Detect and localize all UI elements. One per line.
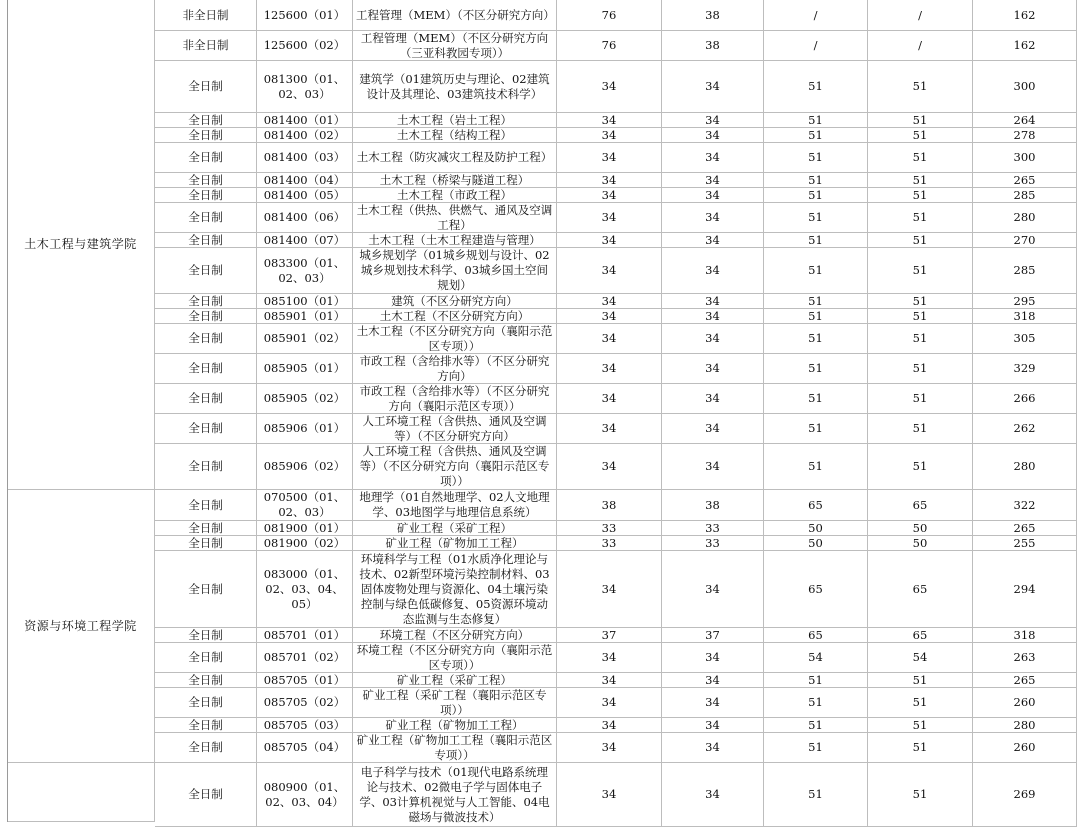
study-mode-cell: 全日制 bbox=[155, 490, 257, 521]
subject2-score-cell: 51 bbox=[868, 203, 973, 233]
program-code-cell: 081400（07） bbox=[257, 233, 353, 248]
total-score-cell: 280 bbox=[973, 718, 1077, 733]
politics-score-cell: 34 bbox=[557, 551, 662, 628]
study-mode-cell: 全日制 bbox=[155, 688, 257, 718]
subject2-score-cell: 65 bbox=[868, 490, 973, 521]
program-code-cell: 081400（03） bbox=[257, 143, 353, 173]
language-score-cell: 34 bbox=[662, 673, 764, 688]
study-mode-cell: 全日制 bbox=[155, 414, 257, 444]
research-direction-cell: 工程管理（MEM）（不区分研究方向） bbox=[353, 0, 557, 31]
subject1-score-cell: 51 bbox=[764, 309, 868, 324]
subject2-score-cell: 51 bbox=[868, 294, 973, 309]
total-score-cell: 285 bbox=[973, 188, 1077, 203]
politics-score-cell: 34 bbox=[557, 294, 662, 309]
subject2-score-cell: 50 bbox=[868, 521, 973, 536]
subject2-score-cell: 65 bbox=[868, 628, 973, 643]
language-score-cell: 38 bbox=[662, 0, 764, 31]
subject1-score-cell: 51 bbox=[764, 763, 868, 827]
subject2-score-cell: 54 bbox=[868, 643, 973, 673]
total-score-cell: 265 bbox=[973, 521, 1077, 536]
total-score-cell: 265 bbox=[973, 173, 1077, 188]
total-score-cell: 329 bbox=[973, 354, 1077, 384]
program-code-cell: 125600（01） bbox=[257, 0, 353, 31]
program-code-cell: 081400（06） bbox=[257, 203, 353, 233]
subject1-score-cell: 51 bbox=[764, 354, 868, 384]
program-code-cell: 085906（02） bbox=[257, 444, 353, 490]
study-mode-cell: 全日制 bbox=[155, 143, 257, 173]
language-score-cell: 38 bbox=[662, 490, 764, 521]
language-score-cell: 34 bbox=[662, 354, 764, 384]
program-code-cell: 081400（05） bbox=[257, 188, 353, 203]
language-score-cell: 34 bbox=[662, 763, 764, 827]
research-direction-cell: 土木工程（桥梁与隧道工程） bbox=[353, 173, 557, 188]
language-score-cell: 34 bbox=[662, 203, 764, 233]
research-direction-cell: 城乡规划学（01城乡规划与设计、02城乡规划技术科学、03城乡国土空间规划） bbox=[353, 248, 557, 294]
research-direction-cell: 矿业工程（矿物加工工程（襄阳示范区专项）） bbox=[353, 733, 557, 763]
total-score-cell: 285 bbox=[973, 248, 1077, 294]
total-score-cell: 266 bbox=[973, 384, 1077, 414]
subject1-score-cell: 51 bbox=[764, 113, 868, 128]
subject1-score-cell: 51 bbox=[764, 248, 868, 294]
program-code-cell: 085100（01） bbox=[257, 294, 353, 309]
research-direction-cell: 人工环境工程（含供热、通风及空调等）（不区分研究方向（襄阳示范区专项）） bbox=[353, 444, 557, 490]
college-name-cell: 资源与环境工程学院 bbox=[7, 490, 155, 763]
program-code-cell: 083300（01、02、03） bbox=[257, 248, 353, 294]
program-code-cell: 083000（01、02、03、04、05） bbox=[257, 551, 353, 628]
language-score-cell: 34 bbox=[662, 551, 764, 628]
politics-score-cell: 34 bbox=[557, 414, 662, 444]
study-mode-cell: 全日制 bbox=[155, 324, 257, 354]
politics-score-cell: 34 bbox=[557, 763, 662, 827]
politics-score-cell: 34 bbox=[557, 203, 662, 233]
study-mode-cell: 全日制 bbox=[155, 248, 257, 294]
politics-score-cell: 34 bbox=[557, 718, 662, 733]
language-score-cell: 34 bbox=[662, 248, 764, 294]
politics-score-cell: 34 bbox=[557, 128, 662, 143]
subject1-score-cell: 51 bbox=[764, 188, 868, 203]
study-mode-cell: 非全日制 bbox=[155, 0, 257, 31]
language-score-cell: 34 bbox=[662, 113, 764, 128]
study-mode-cell: 全日制 bbox=[155, 173, 257, 188]
subject1-score-cell: 51 bbox=[764, 143, 868, 173]
politics-score-cell: 34 bbox=[557, 324, 662, 354]
subject2-score-cell: 51 bbox=[868, 188, 973, 203]
study-mode-cell: 全日制 bbox=[155, 551, 257, 628]
research-direction-cell: 工程管理（MEM）（不区分研究方向（三亚科教园专项）） bbox=[353, 31, 557, 61]
total-score-cell: 269 bbox=[973, 763, 1077, 827]
total-score-cell: 255 bbox=[973, 536, 1077, 551]
subject2-score-cell: 51 bbox=[868, 128, 973, 143]
research-direction-cell: 市政工程（含给排水等）（不区分研究方向） bbox=[353, 354, 557, 384]
subject2-score-cell: 51 bbox=[868, 733, 973, 763]
language-score-cell: 37 bbox=[662, 628, 764, 643]
politics-score-cell: 76 bbox=[557, 0, 662, 31]
subject1-score-cell: 51 bbox=[764, 233, 868, 248]
language-score-cell: 33 bbox=[662, 521, 764, 536]
politics-score-cell: 76 bbox=[557, 31, 662, 61]
research-direction-cell: 土木工程（不区分研究方向（襄阳示范区专项）） bbox=[353, 324, 557, 354]
college-name-cell bbox=[7, 763, 155, 822]
language-score-cell: 33 bbox=[662, 536, 764, 551]
study-mode-cell: 全日制 bbox=[155, 763, 257, 827]
study-mode-cell: 全日制 bbox=[155, 643, 257, 673]
subject1-score-cell: 50 bbox=[764, 521, 868, 536]
language-score-cell: 34 bbox=[662, 309, 764, 324]
study-mode-cell: 全日制 bbox=[155, 188, 257, 203]
total-score-cell: 262 bbox=[973, 414, 1077, 444]
research-direction-cell: 环境科学与工程（01水质净化理论与技术、02新型环境污染控制材料、03固体废物处理与资源化、04土壤污染控制与绿色低碳修复、05资源环境动态监测与生态修复） bbox=[353, 551, 557, 628]
research-direction-cell: 电子科学与技术（01现代电路系统理论与技术、02微电子学与固体电子学、03计算机视觉与人工智能、04电磁场与微波技术） bbox=[353, 763, 557, 827]
research-direction-cell: 建筑（不区分研究方向） bbox=[353, 294, 557, 309]
research-direction-cell: 土木工程（供热、供燃气、通风及空调工程） bbox=[353, 203, 557, 233]
language-score-cell: 34 bbox=[662, 718, 764, 733]
research-direction-cell: 土木工程（结构工程） bbox=[353, 128, 557, 143]
subject2-score-cell: / bbox=[868, 0, 973, 31]
program-code-cell: 081900（01） bbox=[257, 521, 353, 536]
language-score-cell: 38 bbox=[662, 31, 764, 61]
study-mode-cell: 全日制 bbox=[155, 354, 257, 384]
politics-score-cell: 38 bbox=[557, 490, 662, 521]
research-direction-cell: 环境工程（不区分研究方向（襄阳示范区专项）） bbox=[353, 643, 557, 673]
study-mode-cell: 全日制 bbox=[155, 521, 257, 536]
total-score-cell: 162 bbox=[973, 0, 1077, 31]
research-direction-cell: 土木工程（土木工程建造与管理） bbox=[353, 233, 557, 248]
program-code-cell: 070500（01、02、03） bbox=[257, 490, 353, 521]
study-mode-cell: 全日制 bbox=[155, 294, 257, 309]
program-code-cell: 085705（03） bbox=[257, 718, 353, 733]
politics-score-cell: 34 bbox=[557, 384, 662, 414]
research-direction-cell: 环境工程（不区分研究方向） bbox=[353, 628, 557, 643]
subject1-score-cell: 51 bbox=[764, 294, 868, 309]
language-score-cell: 34 bbox=[662, 444, 764, 490]
total-score-cell: 318 bbox=[973, 309, 1077, 324]
language-score-cell: 34 bbox=[662, 294, 764, 309]
subject1-score-cell: 51 bbox=[764, 673, 868, 688]
study-mode-cell: 全日制 bbox=[155, 444, 257, 490]
subject1-score-cell: 65 bbox=[764, 628, 868, 643]
study-mode-cell: 全日制 bbox=[155, 718, 257, 733]
study-mode-cell: 全日制 bbox=[155, 673, 257, 688]
politics-score-cell: 34 bbox=[557, 673, 662, 688]
total-score-cell: 280 bbox=[973, 203, 1077, 233]
subject1-score-cell: 50 bbox=[764, 536, 868, 551]
program-code-cell: 085905（02） bbox=[257, 384, 353, 414]
politics-score-cell: 34 bbox=[557, 188, 662, 203]
total-score-cell: 264 bbox=[973, 113, 1077, 128]
subject1-score-cell: 65 bbox=[764, 551, 868, 628]
research-direction-cell: 土木工程（防灾减灾工程及防护工程） bbox=[353, 143, 557, 173]
politics-score-cell: 34 bbox=[557, 173, 662, 188]
politics-score-cell: 34 bbox=[557, 248, 662, 294]
subject2-score-cell: 51 bbox=[868, 414, 973, 444]
politics-score-cell: 34 bbox=[557, 444, 662, 490]
total-score-cell: 305 bbox=[973, 324, 1077, 354]
subject2-score-cell: 51 bbox=[868, 718, 973, 733]
study-mode-cell: 全日制 bbox=[155, 733, 257, 763]
subject2-score-cell: 51 bbox=[868, 309, 973, 324]
subject1-score-cell: 51 bbox=[764, 384, 868, 414]
subject1-score-cell: 51 bbox=[764, 414, 868, 444]
subject1-score-cell: 51 bbox=[764, 128, 868, 143]
total-score-cell: 270 bbox=[973, 233, 1077, 248]
program-code-cell: 081400（04） bbox=[257, 173, 353, 188]
subject1-score-cell: 51 bbox=[764, 203, 868, 233]
research-direction-cell: 土木工程（岩土工程） bbox=[353, 113, 557, 128]
program-code-cell: 080900（01、02、03、04） bbox=[257, 763, 353, 827]
study-mode-cell: 全日制 bbox=[155, 61, 257, 113]
program-code-cell: 085905（01） bbox=[257, 354, 353, 384]
subject1-score-cell: 51 bbox=[764, 324, 868, 354]
program-code-cell: 085701（01） bbox=[257, 628, 353, 643]
politics-score-cell: 33 bbox=[557, 536, 662, 551]
study-mode-cell: 全日制 bbox=[155, 384, 257, 414]
research-direction-cell: 矿业工程（矿物加工工程） bbox=[353, 536, 557, 551]
subject1-score-cell: 65 bbox=[764, 490, 868, 521]
total-score-cell: 260 bbox=[973, 688, 1077, 718]
politics-score-cell: 34 bbox=[557, 309, 662, 324]
subject2-score-cell: 51 bbox=[868, 384, 973, 414]
language-score-cell: 34 bbox=[662, 128, 764, 143]
total-score-cell: 278 bbox=[973, 128, 1077, 143]
politics-score-cell: 34 bbox=[557, 643, 662, 673]
subject2-score-cell: 51 bbox=[868, 113, 973, 128]
total-score-cell: 265 bbox=[973, 673, 1077, 688]
study-mode-cell: 全日制 bbox=[155, 128, 257, 143]
total-score-cell: 280 bbox=[973, 444, 1077, 490]
language-score-cell: 34 bbox=[662, 61, 764, 113]
total-score-cell: 162 bbox=[973, 31, 1077, 61]
program-code-cell: 085705（02） bbox=[257, 688, 353, 718]
study-mode-cell: 全日制 bbox=[155, 113, 257, 128]
total-score-cell: 300 bbox=[973, 61, 1077, 113]
subject2-score-cell: / bbox=[868, 31, 973, 61]
research-direction-cell: 土木工程（不区分研究方向） bbox=[353, 309, 557, 324]
politics-score-cell: 34 bbox=[557, 233, 662, 248]
program-code-cell: 085906（01） bbox=[257, 414, 353, 444]
subject1-score-cell: 51 bbox=[764, 733, 868, 763]
subject1-score-cell: 51 bbox=[764, 61, 868, 113]
total-score-cell: 322 bbox=[973, 490, 1077, 521]
subject2-score-cell: 51 bbox=[868, 61, 973, 113]
subject1-score-cell: 54 bbox=[764, 643, 868, 673]
language-score-cell: 34 bbox=[662, 384, 764, 414]
politics-score-cell: 34 bbox=[557, 688, 662, 718]
politics-score-cell: 34 bbox=[557, 733, 662, 763]
total-score-cell: 295 bbox=[973, 294, 1077, 309]
research-direction-cell: 建筑学（01建筑历史与理论、02建筑设计及其理论、03建筑技术科学） bbox=[353, 61, 557, 113]
language-score-cell: 34 bbox=[662, 233, 764, 248]
program-code-cell: 085705（04） bbox=[257, 733, 353, 763]
politics-score-cell: 37 bbox=[557, 628, 662, 643]
research-direction-cell: 矿业工程（采矿工程） bbox=[353, 673, 557, 688]
subject1-score-cell: / bbox=[764, 0, 868, 31]
subject2-score-cell: 51 bbox=[868, 143, 973, 173]
program-code-cell: 081300（01、02、03） bbox=[257, 61, 353, 113]
total-score-cell: 300 bbox=[973, 143, 1077, 173]
subject2-score-cell: 51 bbox=[868, 444, 973, 490]
research-direction-cell: 矿业工程（采矿工程（襄阳示范区专项）） bbox=[353, 688, 557, 718]
subject2-score-cell: 51 bbox=[868, 324, 973, 354]
politics-score-cell: 34 bbox=[557, 113, 662, 128]
subject1-score-cell: 51 bbox=[764, 444, 868, 490]
program-code-cell: 081900（02） bbox=[257, 536, 353, 551]
program-code-cell: 125600（02） bbox=[257, 31, 353, 61]
language-score-cell: 34 bbox=[662, 414, 764, 444]
subject2-score-cell: 51 bbox=[868, 248, 973, 294]
research-direction-cell: 市政工程（含给排水等）（不区分研究方向（襄阳示范区专项）） bbox=[353, 384, 557, 414]
politics-score-cell: 34 bbox=[557, 354, 662, 384]
program-code-cell: 085705（01） bbox=[257, 673, 353, 688]
total-score-cell: 294 bbox=[973, 551, 1077, 628]
research-direction-cell: 矿业工程（采矿工程） bbox=[353, 521, 557, 536]
research-direction-cell: 人工环境工程（含供热、通风及空调等）（不区分研究方向） bbox=[353, 414, 557, 444]
language-score-cell: 34 bbox=[662, 324, 764, 354]
research-direction-cell: 土木工程（市政工程） bbox=[353, 188, 557, 203]
program-code-cell: 081400（02） bbox=[257, 128, 353, 143]
politics-score-cell: 34 bbox=[557, 61, 662, 113]
program-code-cell: 085701（02） bbox=[257, 643, 353, 673]
study-mode-cell: 全日制 bbox=[155, 233, 257, 248]
program-code-cell: 085901（01） bbox=[257, 309, 353, 324]
subject2-score-cell: 51 bbox=[868, 688, 973, 718]
total-score-cell: 263 bbox=[973, 643, 1077, 673]
subject1-score-cell: / bbox=[764, 31, 868, 61]
politics-score-cell: 34 bbox=[557, 143, 662, 173]
language-score-cell: 34 bbox=[662, 173, 764, 188]
study-mode-cell: 全日制 bbox=[155, 536, 257, 551]
language-score-cell: 34 bbox=[662, 143, 764, 173]
total-score-cell: 318 bbox=[973, 628, 1077, 643]
language-score-cell: 34 bbox=[662, 188, 764, 203]
program-code-cell: 085901（02） bbox=[257, 324, 353, 354]
study-mode-cell: 全日制 bbox=[155, 203, 257, 233]
college-name-cell: 土木工程与建筑学院 bbox=[7, 0, 155, 490]
subject1-score-cell: 51 bbox=[764, 173, 868, 188]
subject1-score-cell: 51 bbox=[764, 718, 868, 733]
subject1-score-cell: 51 bbox=[764, 688, 868, 718]
subject2-score-cell: 51 bbox=[868, 354, 973, 384]
total-score-cell: 260 bbox=[973, 733, 1077, 763]
research-direction-cell: 地理学（01自然地理学、02人文地理学、03地图学与地理信息系统） bbox=[353, 490, 557, 521]
subject2-score-cell: 51 bbox=[868, 233, 973, 248]
study-mode-cell: 全日制 bbox=[155, 309, 257, 324]
program-code-cell: 081400（01） bbox=[257, 113, 353, 128]
subject2-score-cell: 51 bbox=[868, 763, 973, 827]
subject2-score-cell: 50 bbox=[868, 536, 973, 551]
subject2-score-cell: 51 bbox=[868, 673, 973, 688]
study-mode-cell: 全日制 bbox=[155, 628, 257, 643]
language-score-cell: 34 bbox=[662, 643, 764, 673]
language-score-cell: 34 bbox=[662, 733, 764, 763]
subject2-score-cell: 51 bbox=[868, 173, 973, 188]
subject2-score-cell: 65 bbox=[868, 551, 973, 628]
politics-score-cell: 33 bbox=[557, 521, 662, 536]
research-direction-cell: 矿业工程（矿物加工工程） bbox=[353, 718, 557, 733]
table-left-border bbox=[7, 0, 8, 822]
language-score-cell: 34 bbox=[662, 688, 764, 718]
study-mode-cell: 非全日制 bbox=[155, 31, 257, 61]
